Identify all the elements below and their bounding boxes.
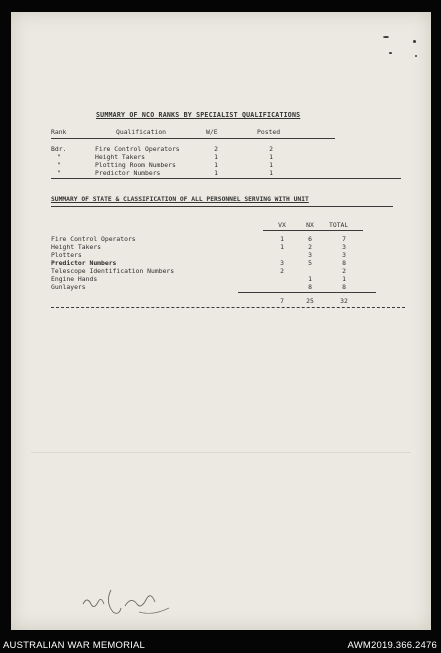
table2-total: 3 — [342, 243, 346, 251]
table2-label: Fire Control Operators — [51, 235, 136, 243]
table1-header-posted: Posted — [257, 128, 281, 136]
footer-accession-number: AWM2019.366.2476 — [347, 640, 437, 651]
table1-posted: 2 — [269, 145, 273, 153]
table2-vx: 1 — [280, 235, 284, 243]
table2-total: 1 — [342, 275, 346, 283]
table2-header-rule — [263, 230, 363, 231]
table2-total-vx: 7 — [280, 297, 284, 305]
table2-header-total: TOTAL — [329, 221, 349, 229]
table2-vx: 3 — [280, 259, 284, 267]
table2-nx: 6 — [308, 235, 312, 243]
table2-title-rule — [51, 206, 393, 207]
table2-vx: 1 — [280, 243, 284, 251]
footer-archive-name: AUSTRALIAN WAR MEMORIAL — [3, 640, 146, 651]
table1-qualification: Predictor Numbers — [95, 169, 161, 177]
table1-we: 1 — [214, 153, 218, 161]
table2-vx: 2 — [280, 267, 284, 275]
table2-total: 7 — [342, 235, 346, 243]
table2-total-nx: 25 — [306, 297, 314, 305]
table2-total: 3 — [342, 251, 346, 259]
table1-qualification: Fire Control Operators — [95, 145, 180, 153]
table2-label: Telescope Identification Numbers — [51, 267, 175, 275]
table1-we: 1 — [214, 169, 218, 177]
table2-label: Height Takers — [51, 243, 102, 251]
table1-header-we: W/E — [206, 128, 218, 136]
table1-we: 1 — [214, 161, 218, 169]
table2-label: Engine Hands — [51, 275, 98, 283]
table2-label: Gunlayers — [51, 283, 86, 291]
table1-rank: " — [57, 153, 61, 161]
table2-header-vx: VX — [278, 221, 286, 229]
table2-total: 2 — [342, 267, 346, 275]
table2-label: Plotters — [51, 251, 82, 259]
table2-label: Predictor Numbers — [51, 259, 117, 267]
table1-bottom-rule — [51, 178, 401, 179]
ink-mark — [389, 52, 392, 54]
pencil-annotation — [79, 582, 189, 622]
table2-nx: 5 — [308, 259, 312, 267]
table1-we: 2 — [214, 145, 218, 153]
table2-nx: 2 — [308, 243, 312, 251]
table1-rank: " — [57, 161, 61, 169]
table2-title: SUMMARY OF STATE & CLASSIFICATION OF ALL PERSONNEL SERVING WITH UNIT — [51, 196, 309, 203]
table1-posted: 1 — [269, 153, 273, 161]
table1-posted: 1 — [269, 161, 273, 169]
table1-header-qualification: Qualification — [116, 128, 167, 136]
table1-posted: 1 — [269, 169, 273, 177]
document-sheet — [11, 12, 431, 630]
table2-nx: 8 — [308, 283, 312, 291]
table1-header-rule — [51, 138, 335, 139]
ink-mark — [413, 40, 416, 43]
table1-rank: Bdr. — [51, 145, 67, 153]
table2-totals-rule — [238, 292, 376, 293]
table2-total-total: 32 — [340, 297, 348, 305]
table1-qualification: Height Takers — [95, 153, 146, 161]
ink-mark — [415, 55, 417, 57]
table1-rank: " — [57, 169, 61, 177]
table2-nx: 1 — [308, 275, 312, 283]
ink-mark — [383, 36, 389, 38]
table1-qualification: Plotting Room Numbers — [95, 161, 176, 169]
table2-bottom-rule — [51, 307, 405, 308]
table1-header-rank: Rank — [51, 128, 67, 136]
paper-fold — [31, 452, 411, 453]
table2-nx: 3 — [308, 251, 312, 259]
table1-title: SUMMARY OF NCO RANKS BY SPECIALIST QUALIFICATIONS — [96, 111, 301, 119]
table2-header-nx: NX — [306, 221, 314, 229]
table2-total: 8 — [342, 283, 346, 291]
table2-total: 8 — [342, 259, 346, 267]
